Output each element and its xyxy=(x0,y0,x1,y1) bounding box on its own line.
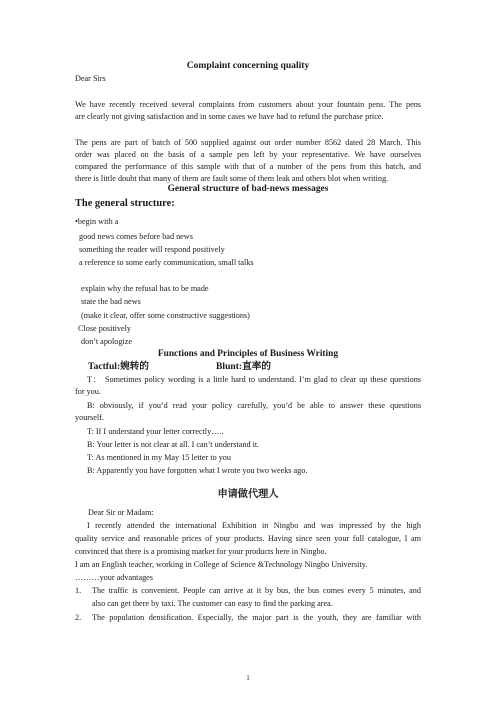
tactful-label: Tactful:婉转的 xyxy=(88,361,149,372)
blunt-example-line: B: Your letter is not clear at all. I can’t understand it. xyxy=(87,440,260,449)
agent-para-line: quality service and reasonable prices of your products. Having since seen your full catalogue, I am xyxy=(75,534,421,543)
tactful-example-line: for you. xyxy=(75,387,101,396)
blunt-example-line: yourself. xyxy=(75,413,104,422)
heading-functions: Functions and Principles of Business Writing xyxy=(157,349,339,359)
para2-line-3: compared the performance of this sample with that of a number of the pens from this batch, and xyxy=(75,162,421,171)
list-item-line: The population densification. Especially, the major part is the youth, they are familiar with xyxy=(92,613,421,622)
structure-item: Close positively xyxy=(78,324,131,333)
agent-salutation: Dear Sir or Madam: xyxy=(88,508,154,517)
list-item-line: also can get there by taxi. The customer can easy to find the parking area. xyxy=(92,599,333,608)
tactful-example-line: T: If I understand your letter correctly….. xyxy=(87,427,224,436)
heading-bad-news: General structure of bad-news messages xyxy=(167,184,329,194)
para1-line-2: are clearly not giving satisfaction and in some cases we have had to refund the purchase price. xyxy=(75,112,384,121)
list-number: 2. xyxy=(75,613,82,622)
para2-line-2: order was placed on the basis of a sample pen left by your representative. We have ourselves xyxy=(75,150,421,159)
para1-line-1: We have recently received several complaints from customers about your fountain pens. The pens xyxy=(75,100,421,109)
blunt-label: Blunt:直率的 xyxy=(216,361,271,372)
heading-general-structure: The general structure: xyxy=(75,198,175,209)
para2-line-4: there is little doubt that many of them are fault some of them leak and others blot when writing. xyxy=(75,174,389,183)
page-number: 1 xyxy=(246,674,250,682)
list-item-line: The traffic is convenient. People can arrive at it by bus, the bus comes every 5 minutes, and xyxy=(92,586,421,595)
salutation: Dear Sirs xyxy=(75,74,106,83)
structure-item: a reference to some early communication, small talks xyxy=(79,258,254,267)
structure-item: something the reader will respond positively xyxy=(79,245,225,254)
agent-para-line: convinced that there is a promising market for your products here in Ningbo. xyxy=(75,547,327,556)
tactful-example-line: T: As mentioned in my May 15 letter to you xyxy=(87,453,231,462)
structure-item: good news comes before bad news xyxy=(79,232,193,241)
agent-advantages-line: ………your advantages xyxy=(75,573,153,582)
structure-item: don’t apologize xyxy=(81,337,133,346)
blunt-example-line: B: obviously, if you’d read your policy carefully, you’d be able to answer these questions xyxy=(87,401,421,410)
blunt-example-line: B: Apparently you have forgotten what I wrote you two weeks ago. xyxy=(87,466,308,475)
para2-line-1: The pens are part of batch of 500 supplied against out order number 8562 dated 28 March. This xyxy=(75,138,421,147)
structure-item: state the bad news xyxy=(81,297,141,306)
list-number: 1. xyxy=(75,586,82,595)
tactful-example-line: T： Sometimes policy wording is a little hard to understand. I’m glad to clear up these questions xyxy=(87,375,421,384)
structure-item-begin: •begin with a xyxy=(75,217,119,226)
structure-item: explain why the refusal has to be made xyxy=(81,284,209,293)
doc-title: Complaint concerning quality xyxy=(186,60,310,71)
heading-agent-application: 申请做代理人 xyxy=(217,489,279,500)
structure-item: (make it clear, offer some constructive suggestions) xyxy=(81,311,250,320)
agent-intro-line: I am an English teacher, working in College of Science &Technology Ningbo University. xyxy=(75,560,368,569)
agent-para-line: I recently attended the international Exhibition in Ningbo and was impressed by the high xyxy=(87,521,421,530)
